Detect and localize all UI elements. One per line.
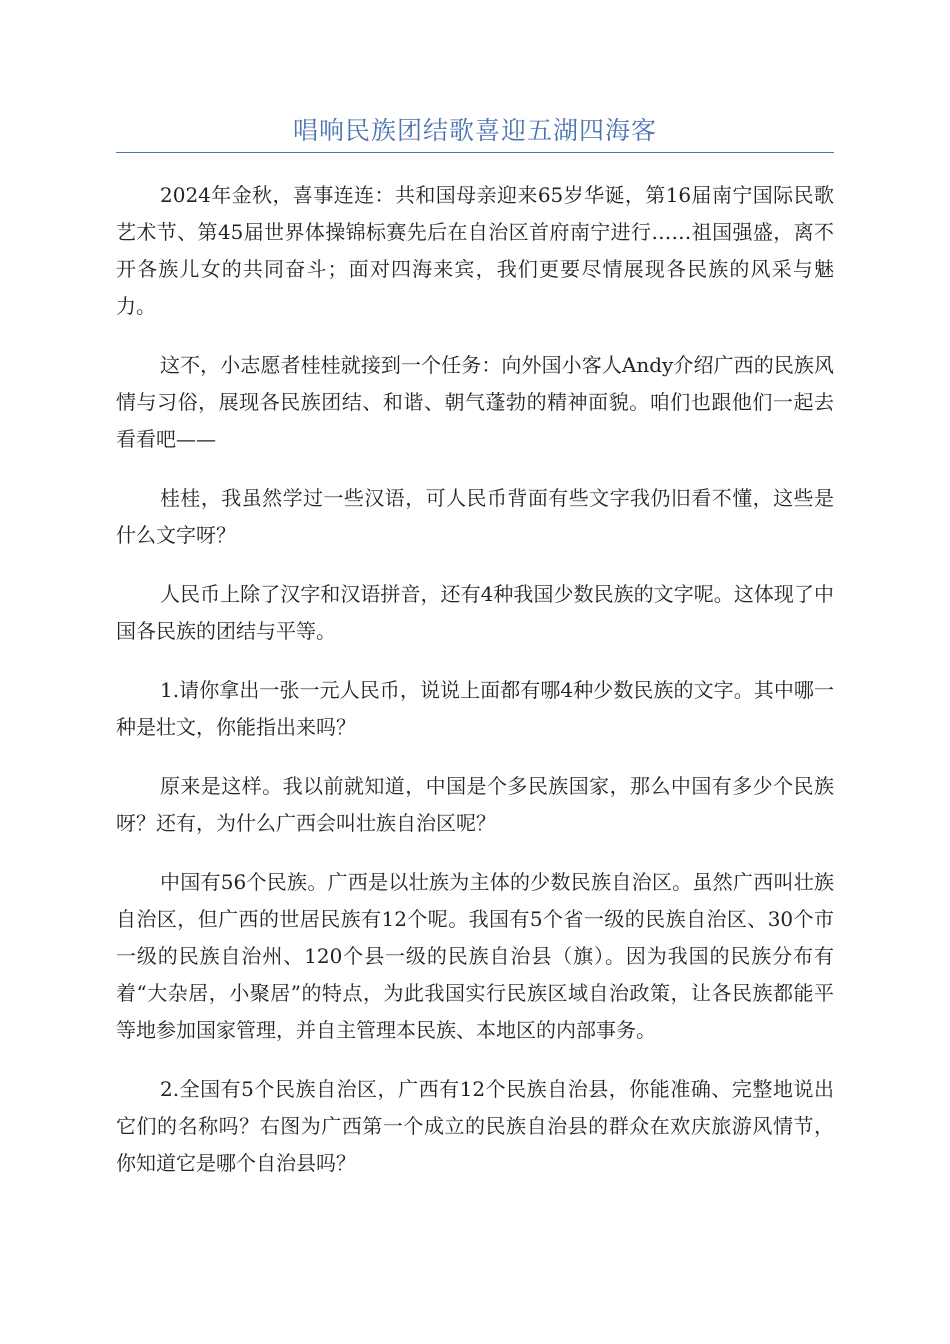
paragraph-4: 人民币上除了汉字和汉语拼音，还有4种我国少数民族的文字呢。这体现了中国各民族的团结与平等。 bbox=[116, 582, 834, 643]
paragraph-3: 桂桂，我虽然学过一些汉语，可人民币背面有些文字我仍旧看不懂，这些是什么文字呀？ bbox=[116, 486, 834, 547]
paragraph-1: 2024年金秋，喜事连连：共和国母亲迎来65岁华诞，第16届南宁国际民歌艺术节、第45届世界体操锦标赛先后在自治区首府南宁进行……祖国强盛，离不开各族儿女的共同奋斗；面对四海来宾，我们更要尽情展现各民族的风采与魅力。 bbox=[116, 183, 834, 318]
question-2: 2.全国有5个民族自治区，广西有12个民族自治县，你能准确、完整地说出它们的名称吗？右图为广西第一个成立的民族自治县的群众在欢庆旅游风情节，你知道它是哪个自治县吗？ bbox=[116, 1077, 834, 1175]
document-page bbox=[116, 110, 834, 1204]
document-title: 唱响民族团结歌喜迎五湖四海客 bbox=[292, 116, 657, 145]
paragraph-6: 原来是这样。我以前就知道，中国是个多民族国家，那么中国有多少个民族呀？还有，为什么广西会叫壮族自治区呢？ bbox=[116, 774, 834, 835]
paragraph-7: 中国有56个民族。广西是以壮族为主体的少数民族自治区。虽然广西叫壮族自治区，但广西的世居民族有12个呢。我国有5个省一级的民族自治区、30个市一级的民族自治州、120个县一级的民族自治县（旗）。因为我国的民族分布有着“大杂居，小聚居”的特点，为此我国实行民族区域自治政策，让各民族都能平等地参加国家管理，并自主管理本民族、本地区的内部事务。 bbox=[116, 870, 834, 1042]
question-1: 1.请你拿出一张一元人民币，说说上面都有哪4种少数民族的文字。其中哪一种是壮文，你能指出来吗？ bbox=[116, 678, 834, 739]
title-divider bbox=[116, 152, 834, 153]
paragraph-2: 这不，小志愿者桂桂就接到一个任务：向外国小客人Andy介绍广西的民族风情与习俗，展现各民族团结、和谐、朝气蓬勃的精神面貌。咱们也跟他们一起去看看吧—— bbox=[116, 353, 834, 451]
